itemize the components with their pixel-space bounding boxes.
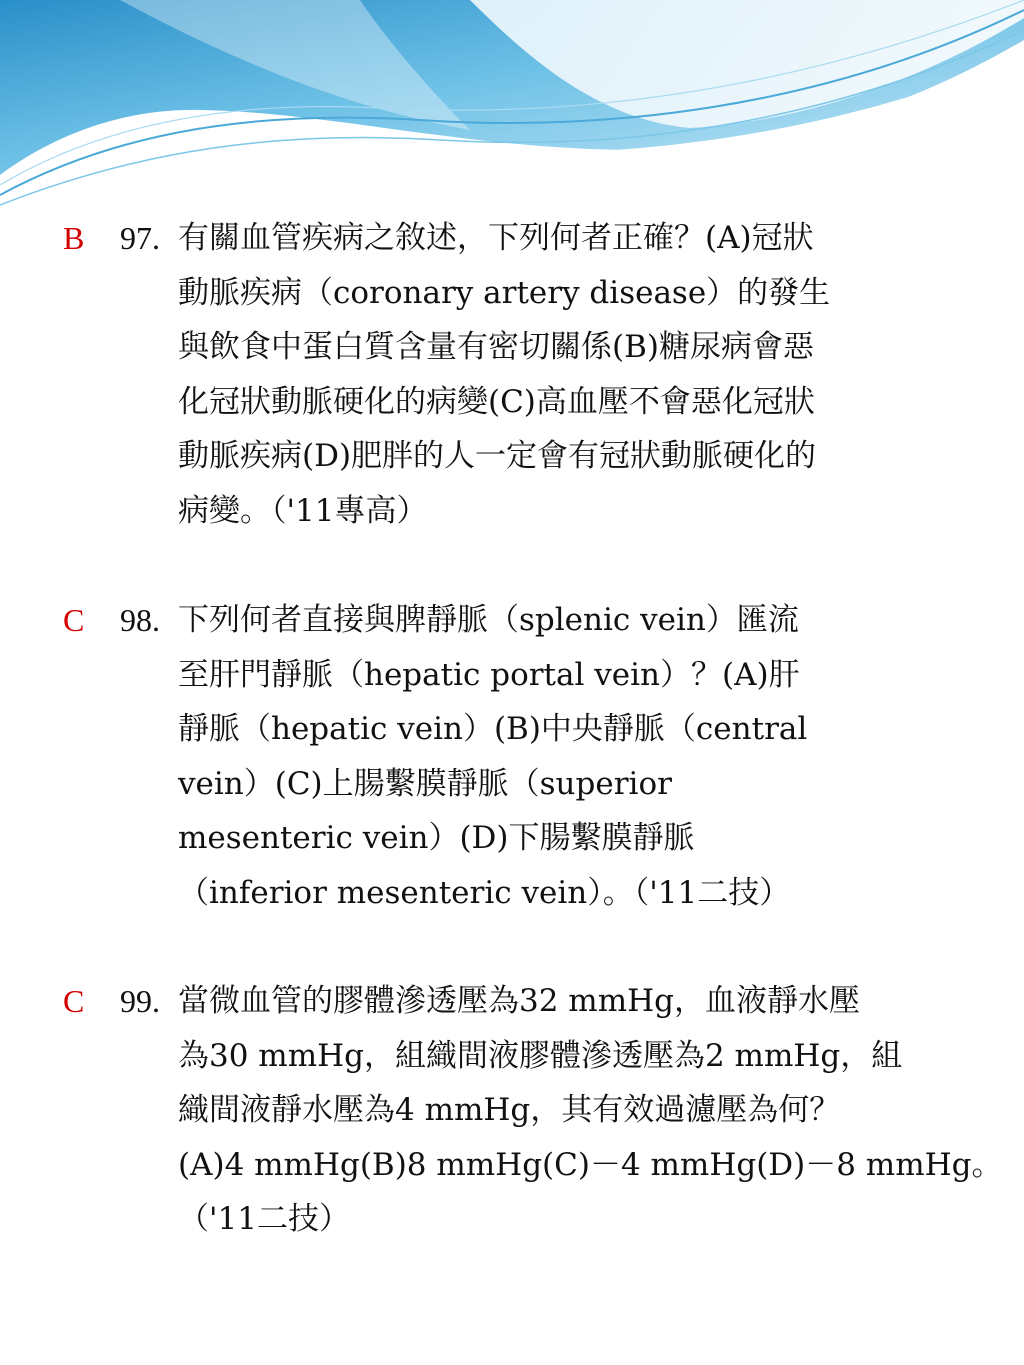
question-line: 化冠狀動脈硬化的病變(C)高血壓不會惡化冠狀 bbox=[178, 383, 815, 420]
question-number: 99. bbox=[120, 983, 160, 1019]
question-line: 靜脈（hepatic vein）(B)中央靜脈（central bbox=[178, 711, 808, 747]
question-text bbox=[178, 593, 968, 920]
question-line: 為30 mmHg，組織間液膠體滲透壓為2 mmHg，組 bbox=[178, 1037, 903, 1074]
question-line: 動脈疾病（coronary artery disease）的發生 bbox=[178, 274, 831, 311]
question-line: （inferior mesenteric vein）。（'11二技） bbox=[178, 874, 791, 911]
question-line: （'11二技） bbox=[178, 1201, 350, 1237]
question-line: 至肝門靜脈（hepatic portal vein）？(A)肝 bbox=[178, 656, 800, 693]
answer-label: B bbox=[63, 220, 85, 256]
question-line: vein）(C)上腸繫膜靜脈（superior bbox=[178, 765, 672, 802]
answer-label: C bbox=[63, 983, 85, 1019]
question-number: 98. bbox=[120, 602, 160, 638]
header-wave-decoration bbox=[0, 0, 1024, 215]
question-line: 與飲食中蛋白質含量有密切關係(B)糖尿病會惡 bbox=[178, 329, 814, 365]
question-line: 下列何者直接與脾靜脈（splenic vein）匯流 bbox=[178, 602, 799, 638]
answer-label: C bbox=[63, 602, 85, 638]
question-line: 動脈疾病(D)肥胖的人一定會有冠狀動脈硬化的 bbox=[178, 438, 817, 474]
question-line: 當微血管的膠體滲透壓為32 mmHg，血液靜水壓 bbox=[178, 983, 860, 1019]
question-text bbox=[178, 974, 1003, 1247]
question-number: 97. bbox=[120, 220, 160, 256]
question-text bbox=[178, 211, 968, 538]
question-line: 織間液靜水壓為4 mmHg，其有效過濾壓為何？ bbox=[178, 1092, 841, 1128]
question-line: 病變。（'11專高） bbox=[178, 492, 428, 529]
question-line: mesenteric vein）(D)下腸繫膜靜脈 bbox=[178, 820, 695, 856]
question-line: (A)4 mmHg(B)8 mmHg(C)－4 mmHg(D)－8 mmHg。 bbox=[178, 1146, 1003, 1183]
question-line: 有關血管疾病之敘述，下列何者正確？(A)冠狀 bbox=[178, 220, 814, 256]
